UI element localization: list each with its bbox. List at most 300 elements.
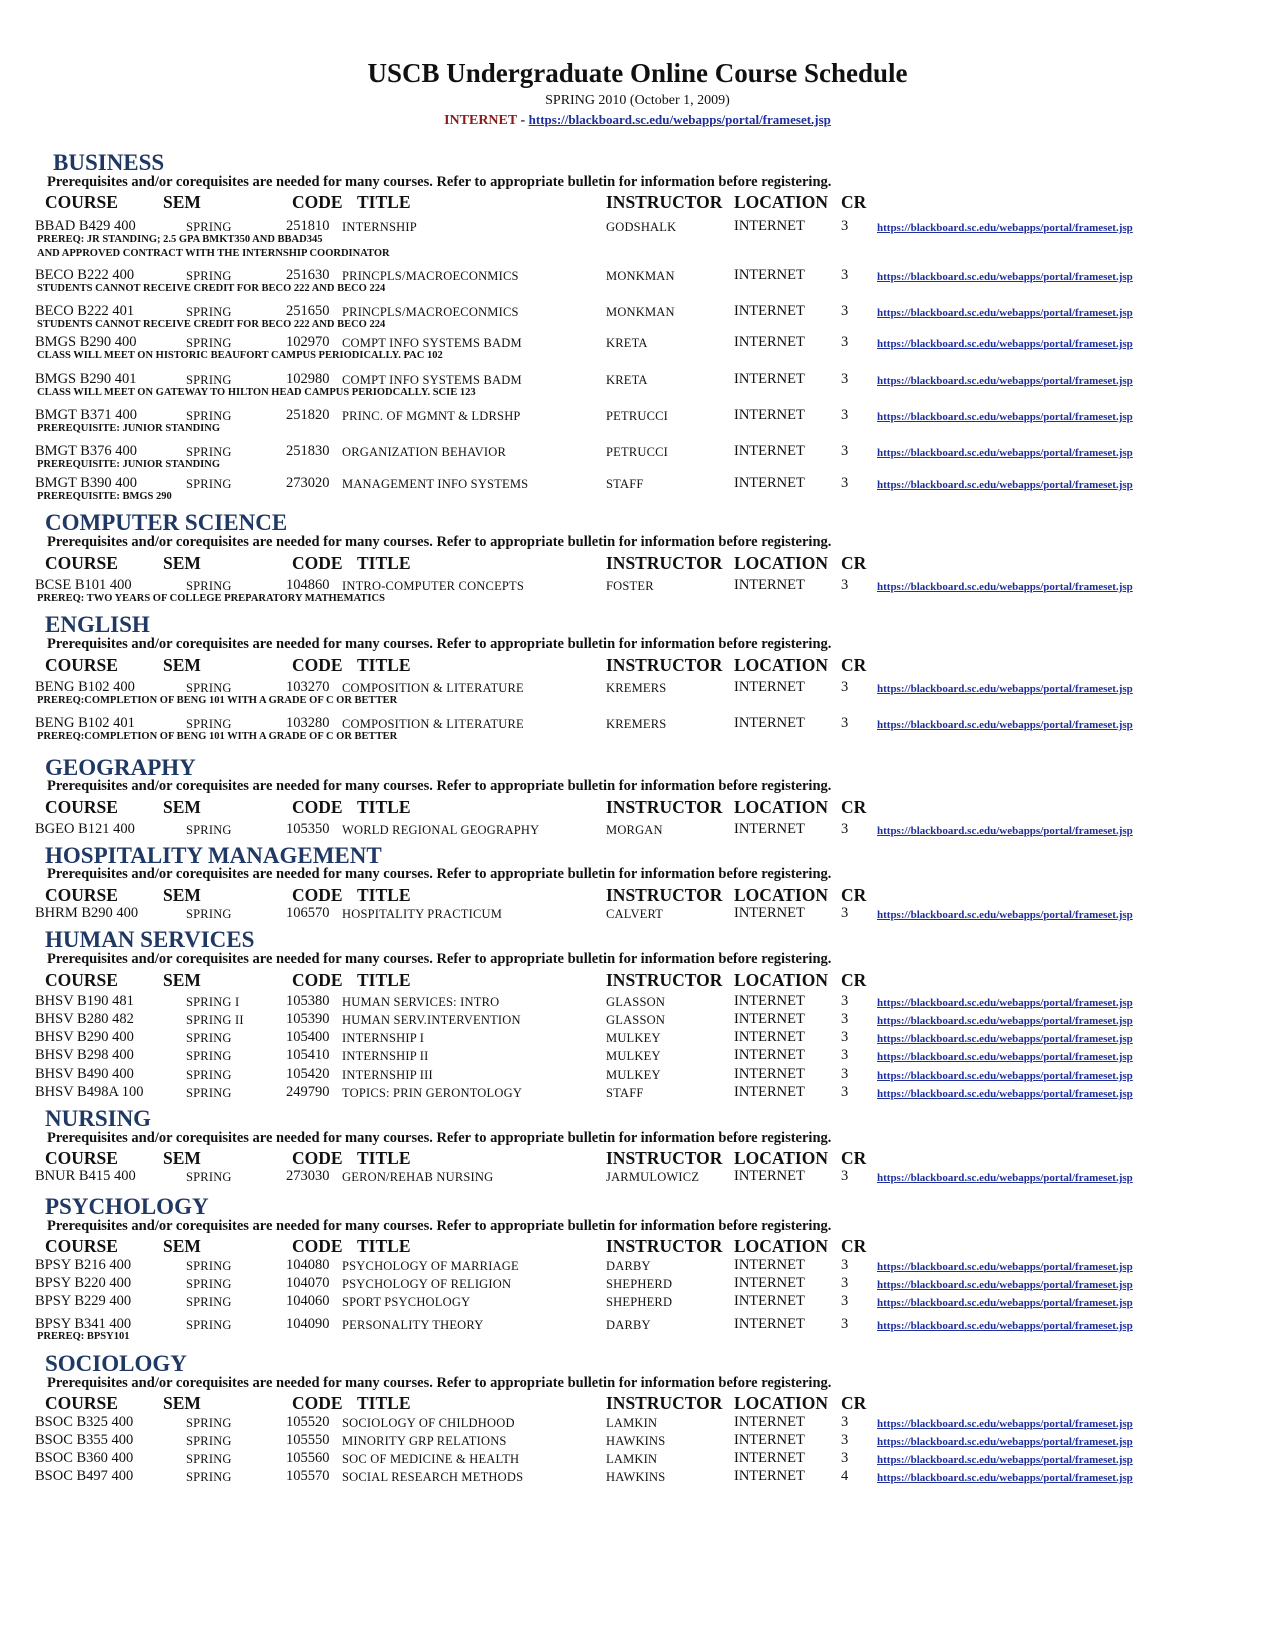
cell-sem: SPRING <box>186 681 232 695</box>
cell-course: BMGT B371 400 <box>35 407 138 423</box>
cell-location: INTERNET <box>734 1168 805 1184</box>
cell-sem: SPRING <box>186 373 232 387</box>
course-note: PREREQ:COMPLETION OF BENG 101 WITH A GRADE OF C OR BETTER <box>37 731 398 742</box>
cell-location: INTERNET <box>734 1257 805 1273</box>
cell-code: 102980 <box>286 371 330 387</box>
cell-course: BCSE B101 400 <box>35 577 132 593</box>
cell-instructor: MULKEY <box>606 1049 661 1063</box>
cell-cr: 4 <box>841 1468 849 1484</box>
cell-cr: 3 <box>841 475 849 491</box>
cell-course: BSOC B360 400 <box>35 1450 134 1466</box>
cell-course: BECO B222 401 <box>35 303 135 319</box>
internet-line <box>0 112 1275 129</box>
cell-location: INTERNET <box>734 1029 805 1045</box>
cell-sem: SPRING <box>186 269 232 283</box>
column-header-sem: SEM <box>163 553 201 573</box>
cell-instructor: PETRUCCI <box>606 409 669 423</box>
cell-sem: SPRING <box>186 907 232 921</box>
column-header-cr: CR <box>841 970 867 990</box>
cell-location: INTERNET <box>734 371 805 387</box>
cell-title: ORGANIZATION BEHAVIOR <box>342 445 507 459</box>
cell-sem: SPRING <box>186 717 232 731</box>
column-header-title: TITLE <box>357 1148 411 1168</box>
cell-code: 104070 <box>286 1275 330 1291</box>
course-link[interactable]: https://blackboard.sc.edu/webapps/portal/frameset.jsp <box>877 1436 1133 1448</box>
cell-title: COMPT INFO SYSTEMS BADM <box>342 373 522 387</box>
cell-title: PRINC. OF MGMNT & LDRSHP <box>342 409 521 423</box>
cell-sem: SPRING <box>186 579 232 593</box>
cell-cr: 3 <box>841 905 849 921</box>
prereq-notice: Prerequisites and/or corequisites are needed for many courses. Refer to appropriate bulletin for information before registering. <box>47 1375 832 1391</box>
cell-code: 273020 <box>286 475 330 491</box>
cell-location: INTERNET <box>734 267 805 283</box>
course-note: PREREQ: JR STANDING; 2.5 GPA BMKT350 AND BBAD345 <box>37 234 323 245</box>
cell-sem: SPRING <box>186 1049 232 1063</box>
column-header-code: CODE <box>292 1393 343 1413</box>
cell-title: MANAGEMENT INFO SYSTEMS <box>342 477 529 491</box>
cell-instructor: CALVERT <box>606 907 664 921</box>
prereq-notice: Prerequisites and/or corequisites are needed for many courses. Refer to appropriate bulletin for information before registering. <box>47 866 832 882</box>
cell-instructor: KRETA <box>606 373 648 387</box>
cell-sem: SPRING <box>186 220 232 234</box>
cell-instructor: SHEPHERD <box>606 1295 673 1309</box>
cell-location: INTERNET <box>734 577 805 593</box>
cell-code: 104090 <box>286 1316 330 1332</box>
cell-sem: SPRING <box>186 1170 232 1184</box>
cell-location: INTERNET <box>734 1316 805 1332</box>
cell-location: INTERNET <box>734 1450 805 1466</box>
cell-code: 251630 <box>286 267 330 283</box>
course-link[interactable]: https://blackboard.sc.edu/webapps/portal/frameset.jsp <box>877 1051 1133 1063</box>
cell-course: BHSV B290 400 <box>35 1029 134 1045</box>
column-header-instructor: INSTRUCTOR <box>606 655 723 675</box>
cell-title: SOC OF MEDICINE & HEALTH <box>342 1452 520 1466</box>
cell-sem: SPRING <box>186 477 232 491</box>
cell-cr: 3 <box>841 1316 849 1332</box>
cell-course: BPSY B341 400 <box>35 1316 132 1332</box>
course-link[interactable]: https://blackboard.sc.edu/webapps/portal/frameset.jsp <box>877 411 1133 423</box>
column-header-sem: SEM <box>163 885 201 905</box>
cell-course: BGEO B121 400 <box>35 821 135 837</box>
cell-sem: SPRING I <box>186 995 240 1009</box>
cell-location: INTERNET <box>734 715 805 731</box>
column-header-course: COURSE <box>45 553 118 573</box>
course-note: AND APPROVED CONTRACT WITH THE INTERNSHIP COORDINATOR <box>37 248 390 259</box>
column-header-code: CODE <box>292 1236 343 1256</box>
cell-code: 105390 <box>286 1011 330 1027</box>
cell-sem: SPRING <box>186 445 232 459</box>
cell-course: BHSV B280 482 <box>35 1011 134 1027</box>
cell-course: BSOC B325 400 <box>35 1414 134 1430</box>
cell-course: BHSV B498A 100 <box>35 1084 144 1100</box>
cell-course: BHRM B290 400 <box>35 905 139 921</box>
cell-cr: 3 <box>841 1168 849 1184</box>
column-header-code: CODE <box>292 970 343 990</box>
column-header-instructor: INSTRUCTOR <box>606 192 723 212</box>
cell-cr: 3 <box>841 267 849 283</box>
course-link[interactable]: https://blackboard.sc.edu/webapps/portal/frameset.jsp <box>877 1297 1133 1309</box>
cell-location: INTERNET <box>734 821 805 837</box>
cell-location: INTERNET <box>734 1293 805 1309</box>
page-subtitle: SPRING 2010 (October 1, 2009) <box>545 93 730 108</box>
cell-title: PSYCHOLOGY OF MARRIAGE <box>342 1259 519 1273</box>
column-header-cr: CR <box>841 1148 867 1168</box>
column-header-instructor: INSTRUCTOR <box>606 797 723 817</box>
internet-label: INTERNET <box>444 113 517 128</box>
cell-course: BMGT B390 400 <box>35 475 138 491</box>
cell-title: INTERNSHIP III <box>342 1068 433 1082</box>
column-header-course: COURSE <box>45 885 118 905</box>
cell-instructor: JARMULOWICZ <box>606 1170 700 1184</box>
cell-cr: 3 <box>841 1414 849 1430</box>
cell-location: INTERNET <box>734 1011 805 1027</box>
column-header-title: TITLE <box>357 553 411 573</box>
cell-cr: 3 <box>841 1084 849 1100</box>
cell-title: HUMAN SERV.INTERVENTION <box>342 1013 521 1027</box>
column-header-sem: SEM <box>163 797 201 817</box>
column-header-course: COURSE <box>45 655 118 675</box>
cell-cr: 3 <box>841 1066 849 1082</box>
cell-instructor: LAMKIN <box>606 1416 658 1430</box>
prereq-notice: Prerequisites and/or corequisites are needed for many courses. Refer to appropriate bulletin for information before registering. <box>47 951 832 967</box>
cell-instructor: PETRUCCI <box>606 445 669 459</box>
cell-location: INTERNET <box>734 443 805 459</box>
column-header-location: LOCATION <box>734 885 828 905</box>
cell-sem: SPRING <box>186 336 232 350</box>
column-header-location: LOCATION <box>734 970 828 990</box>
cell-cr: 3 <box>841 993 849 1009</box>
cell-location: INTERNET <box>734 475 805 491</box>
cell-cr: 3 <box>841 1450 849 1466</box>
cell-title: PRINCPLS/MACROECONMICS <box>342 305 519 319</box>
cell-location: INTERNET <box>734 679 805 695</box>
cell-instructor: MONKMAN <box>606 305 675 319</box>
course-link[interactable]: https://blackboard.sc.edu/webapps/portal/frameset.jsp <box>877 447 1133 459</box>
cell-code: 105350 <box>286 821 330 837</box>
cell-code: 249790 <box>286 1084 330 1100</box>
cell-cr: 3 <box>841 334 849 350</box>
cell-title: TOPICS: PRIN GERONTOLOGY <box>342 1086 523 1100</box>
cell-cr: 3 <box>841 1275 849 1291</box>
cell-code: 103270 <box>286 679 330 695</box>
cell-location: INTERNET <box>734 1047 805 1063</box>
course-link[interactable]: https://blackboard.sc.edu/webapps/portal/frameset.jsp <box>877 307 1133 319</box>
cell-sem: SPRING <box>186 1277 232 1291</box>
column-header-title: TITLE <box>357 885 411 905</box>
course-link[interactable]: https://blackboard.sc.edu/webapps/portal/frameset.jsp <box>877 909 1133 921</box>
course-link[interactable]: https://blackboard.sc.edu/webapps/portal/frameset.jsp <box>877 271 1133 283</box>
column-header-sem: SEM <box>163 192 201 212</box>
cell-instructor: STAFF <box>606 477 644 491</box>
column-header-title: TITLE <box>357 1393 411 1413</box>
blackboard-link[interactable]: https://blackboard.sc.edu/webapps/portal/frameset.jsp <box>528 112 831 127</box>
column-header-cr: CR <box>841 192 867 212</box>
cell-course: BHSV B190 481 <box>35 993 134 1009</box>
column-header-instructor: INSTRUCTOR <box>606 885 723 905</box>
cell-code: 105560 <box>286 1450 330 1466</box>
cell-title: INTRO-COMPUTER CONCEPTS <box>342 579 525 593</box>
cell-course: BPSY B229 400 <box>35 1293 132 1309</box>
column-header-sem: SEM <box>163 655 201 675</box>
cell-title: HOSPITALITY PRACTICUM <box>342 907 503 921</box>
section-title: GEOGRAPHY <box>45 755 196 780</box>
cell-title: MINORITY GRP RELATIONS <box>342 1434 507 1448</box>
cell-title: COMPT INFO SYSTEMS BADM <box>342 336 522 350</box>
course-link[interactable]: https://blackboard.sc.edu/webapps/portal/frameset.jsp <box>877 1454 1133 1466</box>
cell-sem: SPRING <box>186 1068 232 1082</box>
column-header-code: CODE <box>292 655 343 675</box>
cell-location: INTERNET <box>734 1066 805 1082</box>
section-title: HUMAN SERVICES <box>45 927 255 952</box>
cell-instructor: MULKEY <box>606 1031 661 1045</box>
course-note: CLASS WILL MEET ON HISTORIC BEAUFORT CAMPUS PERIODICALLY. PAC 102 <box>37 350 443 361</box>
cell-code: 105570 <box>286 1468 330 1484</box>
course-note: PREREQ: TWO YEARS OF COLLEGE PREPARATORY MATHEMATICS <box>37 593 385 604</box>
cell-course: BSOC B497 400 <box>35 1468 134 1484</box>
cell-sem: SPRING <box>186 409 232 423</box>
cell-instructor: LAMKIN <box>606 1452 658 1466</box>
column-header-cr: CR <box>841 655 867 675</box>
cell-title: PERSONALITY THEORY <box>342 1318 484 1332</box>
cell-course: BMGS B290 400 <box>35 334 137 350</box>
cell-instructor: KREMERS <box>606 681 667 695</box>
cell-code: 106570 <box>286 905 330 921</box>
course-link[interactable]: https://blackboard.sc.edu/webapps/portal/frameset.jsp <box>877 1088 1133 1100</box>
column-header-code: CODE <box>292 192 343 212</box>
column-header-cr: CR <box>841 553 867 573</box>
cell-cr: 3 <box>841 443 849 459</box>
course-note: PREREQUISITE: JUNIOR STANDING <box>37 459 221 470</box>
cell-location: INTERNET <box>734 1084 805 1100</box>
column-header-course: COURSE <box>45 1236 118 1256</box>
cell-code: 105380 <box>286 993 330 1009</box>
cell-cr: 3 <box>841 1257 849 1273</box>
cell-location: INTERNET <box>734 303 805 319</box>
cell-instructor: MONKMAN <box>606 269 675 283</box>
prereq-notice: Prerequisites and/or corequisites are needed for many courses. Refer to appropriate bulletin for information before registering. <box>47 174 832 190</box>
cell-title: COMPOSITION & LITERATURE <box>342 717 524 731</box>
cell-location: INTERNET <box>734 993 805 1009</box>
column-header-title: TITLE <box>357 797 411 817</box>
prereq-notice: Prerequisites and/or corequisites are needed for many courses. Refer to appropriate bulletin for information before registering. <box>47 636 832 652</box>
course-link[interactable]: https://blackboard.sc.edu/webapps/portal/frameset.jsp <box>877 375 1133 387</box>
course-note: STUDENTS CANNOT RECEIVE CREDIT FOR BECO 222 AND BECO 224 <box>37 319 386 330</box>
column-header-cr: CR <box>841 797 867 817</box>
column-header-code: CODE <box>292 797 343 817</box>
section-title: SOCIOLOGY <box>45 1351 187 1376</box>
column-header-title: TITLE <box>357 192 411 212</box>
cell-instructor: GLASSON <box>606 1013 666 1027</box>
cell-instructor: GODSHALK <box>606 220 677 234</box>
cell-cr: 3 <box>841 1029 849 1045</box>
course-link[interactable]: https://blackboard.sc.edu/webapps/portal/frameset.jsp <box>877 683 1133 695</box>
cell-instructor: MULKEY <box>606 1068 661 1082</box>
cell-cr: 3 <box>841 1011 849 1027</box>
cell-title: SOCIOLOGY OF CHILDHOOD <box>342 1416 515 1430</box>
cell-location: INTERNET <box>734 1414 805 1430</box>
cell-code: 105420 <box>286 1066 330 1082</box>
cell-sem: SPRING <box>186 1295 232 1309</box>
cell-code: 251810 <box>286 218 330 234</box>
prereq-notice: Prerequisites and/or corequisites are needed for many courses. Refer to appropriate bulletin for information before registering. <box>47 1218 832 1234</box>
cell-code: 105520 <box>286 1414 330 1430</box>
cell-cr: 3 <box>841 821 849 837</box>
cell-location: INTERNET <box>734 407 805 423</box>
course-note: PREREQ: BPSY101 <box>37 1331 130 1342</box>
course-link[interactable]: https://blackboard.sc.edu/webapps/portal/frameset.jsp <box>877 997 1133 1009</box>
cell-cr: 3 <box>841 407 849 423</box>
cell-instructor: MORGAN <box>606 823 663 837</box>
cell-course: BECO B222 400 <box>35 267 135 283</box>
course-link[interactable]: https://blackboard.sc.edu/webapps/portal/frameset.jsp <box>877 222 1133 234</box>
cell-code: 104060 <box>286 1293 330 1309</box>
course-link[interactable]: https://blackboard.sc.edu/webapps/portal/frameset.jsp <box>877 1015 1133 1027</box>
cell-course: BNUR B415 400 <box>35 1168 136 1184</box>
cell-location: INTERNET <box>734 1275 805 1291</box>
column-header-course: COURSE <box>45 970 118 990</box>
cell-instructor: GLASSON <box>606 995 666 1009</box>
cell-course: BHSV B490 400 <box>35 1066 134 1082</box>
prereq-notice: Prerequisites and/or corequisites are needed for many courses. Refer to appropriate bulletin for information before registering. <box>47 1130 832 1146</box>
cell-course: BPSY B220 400 <box>35 1275 132 1291</box>
course-link[interactable]: https://blackboard.sc.edu/webapps/portal/frameset.jsp <box>877 581 1133 593</box>
cell-cr: 3 <box>841 218 849 234</box>
cell-course: BBAD B429 400 <box>35 218 136 234</box>
column-header-location: LOCATION <box>734 1393 828 1413</box>
column-header-code: CODE <box>292 1148 343 1168</box>
cell-cr: 3 <box>841 1047 849 1063</box>
cell-code: 104080 <box>286 1257 330 1273</box>
column-header-sem: SEM <box>163 1236 201 1256</box>
column-header-course: COURSE <box>45 1148 118 1168</box>
cell-cr: 3 <box>841 1293 849 1309</box>
cell-code: 273030 <box>286 1168 330 1184</box>
column-header-location: LOCATION <box>734 192 828 212</box>
section-title: BUSINESS <box>53 150 165 175</box>
cell-cr: 3 <box>841 371 849 387</box>
course-note: PREREQUISITE: JUNIOR STANDING <box>37 423 221 434</box>
section-title: HOSPITALITY MANAGEMENT <box>45 843 382 868</box>
course-link[interactable]: https://blackboard.sc.edu/webapps/portal/frameset.jsp <box>877 1070 1133 1082</box>
cell-cr: 3 <box>841 577 849 593</box>
cell-sem: SPRING <box>186 823 232 837</box>
cell-cr: 3 <box>841 679 849 695</box>
cell-instructor: KREMERS <box>606 717 667 731</box>
section-title: PSYCHOLOGY <box>45 1194 209 1219</box>
cell-code: 105410 <box>286 1047 330 1063</box>
cell-code: 105550 <box>286 1432 330 1448</box>
cell-title: SOCIAL RESEARCH METHODS <box>342 1470 524 1484</box>
section-title: NURSING <box>45 1106 152 1131</box>
column-header-code: CODE <box>292 885 343 905</box>
column-header-title: TITLE <box>357 970 411 990</box>
column-header-course: COURSE <box>45 1393 118 1413</box>
cell-code: 251830 <box>286 443 330 459</box>
cell-code: 104860 <box>286 577 330 593</box>
course-note: CLASS WILL MEET ON GATEWAY TO HILTON HEAD CAMPUS PERIODCALLY. SCIE 123 <box>37 387 476 398</box>
cell-sem: SPRING <box>186 1470 232 1484</box>
page-title: USCB Undergraduate Online Course Schedule <box>367 58 908 88</box>
course-link[interactable]: https://blackboard.sc.edu/webapps/portal/frameset.jsp <box>877 825 1133 837</box>
column-header-instructor: INSTRUCTOR <box>606 1148 723 1168</box>
cell-sem: SPRING <box>186 1416 232 1430</box>
prereq-notice: Prerequisites and/or corequisites are needed for many courses. Refer to appropriate bulletin for information before registering. <box>47 778 832 794</box>
column-header-instructor: INSTRUCTOR <box>606 1393 723 1413</box>
course-link[interactable]: https://blackboard.sc.edu/webapps/portal/frameset.jsp <box>877 1472 1133 1484</box>
cell-sem: SPRING <box>186 305 232 319</box>
cell-location: INTERNET <box>734 218 805 234</box>
column-header-location: LOCATION <box>734 655 828 675</box>
cell-cr: 3 <box>841 303 849 319</box>
cell-sem: SPRING II <box>186 1013 244 1027</box>
cell-instructor: STAFF <box>606 1086 644 1100</box>
cell-title: INTERNSHIP II <box>342 1049 429 1063</box>
cell-code: 103280 <box>286 715 330 731</box>
course-link[interactable]: https://blackboard.sc.edu/webapps/portal/frameset.jsp <box>877 1320 1133 1332</box>
cell-title: COMPOSITION & LITERATURE <box>342 681 524 695</box>
cell-code: 102970 <box>286 334 330 350</box>
course-note: PREREQ:COMPLETION OF BENG 101 WITH A GRADE OF C OR BETTER <box>37 695 398 706</box>
column-header-cr: CR <box>841 1393 867 1413</box>
column-header-instructor: INSTRUCTOR <box>606 970 723 990</box>
cell-title: PSYCHOLOGY OF RELIGION <box>342 1277 512 1291</box>
course-link[interactable]: https://blackboard.sc.edu/webapps/portal/frameset.jsp <box>877 1261 1133 1273</box>
column-header-cr: CR <box>841 1236 867 1256</box>
cell-instructor: DARBY <box>606 1259 651 1273</box>
cell-instructor: DARBY <box>606 1318 651 1332</box>
cell-cr: 3 <box>841 1432 849 1448</box>
cell-course: BMGS B290 401 <box>35 371 137 387</box>
column-header-instructor: INSTRUCTOR <box>606 1236 723 1256</box>
cell-sem: SPRING <box>186 1434 232 1448</box>
cell-course: BENG B102 401 <box>35 715 135 731</box>
cell-title: HUMAN SERVICES: INTRO <box>342 995 500 1009</box>
column-header-course: COURSE <box>45 192 118 212</box>
course-link[interactable]: https://blackboard.sc.edu/webapps/portal/frameset.jsp <box>877 479 1133 491</box>
course-link[interactable]: https://blackboard.sc.edu/webapps/portal/frameset.jsp <box>877 1279 1133 1291</box>
cell-course: BSOC B355 400 <box>35 1432 134 1448</box>
course-link[interactable]: https://blackboard.sc.edu/webapps/portal/frameset.jsp <box>877 719 1133 731</box>
cell-location: INTERNET <box>734 905 805 921</box>
cell-sem: SPRING <box>186 1318 232 1332</box>
course-link[interactable]: https://blackboard.sc.edu/webapps/portal/frameset.jsp <box>877 1418 1133 1430</box>
cell-code: 251650 <box>286 303 330 319</box>
cell-location: INTERNET <box>734 1468 805 1484</box>
cell-sem: SPRING <box>186 1452 232 1466</box>
cell-title: WORLD REGIONAL GEOGRAPHY <box>342 823 540 837</box>
column-header-sem: SEM <box>163 1148 201 1168</box>
cell-title: INTERNSHIP <box>342 220 417 234</box>
column-header-sem: SEM <box>163 970 201 990</box>
course-link[interactable]: https://blackboard.sc.edu/webapps/portal/frameset.jsp <box>877 1033 1133 1045</box>
course-link[interactable]: https://blackboard.sc.edu/webapps/portal/frameset.jsp <box>877 1172 1133 1184</box>
cell-instructor: SHEPHERD <box>606 1277 673 1291</box>
cell-course: BHSV B298 400 <box>35 1047 134 1063</box>
cell-course: BPSY B216 400 <box>35 1257 132 1273</box>
column-header-title: TITLE <box>357 1236 411 1256</box>
cell-sem: SPRING <box>186 1259 232 1273</box>
section-title: COMPUTER SCIENCE <box>45 510 288 535</box>
prereq-notice: Prerequisites and/or corequisites are needed for many courses. Refer to appropriate bulletin for information before registering. <box>47 534 832 550</box>
cell-instructor: HAWKINS <box>606 1434 666 1448</box>
column-header-sem: SEM <box>163 1393 201 1413</box>
column-header-instructor: INSTRUCTOR <box>606 553 723 573</box>
column-header-location: LOCATION <box>734 797 828 817</box>
cell-course: BENG B102 400 <box>35 679 135 695</box>
column-header-course: COURSE <box>45 797 118 817</box>
cell-code: 251820 <box>286 407 330 423</box>
course-link[interactable]: https://blackboard.sc.edu/webapps/portal/frameset.jsp <box>877 338 1133 350</box>
